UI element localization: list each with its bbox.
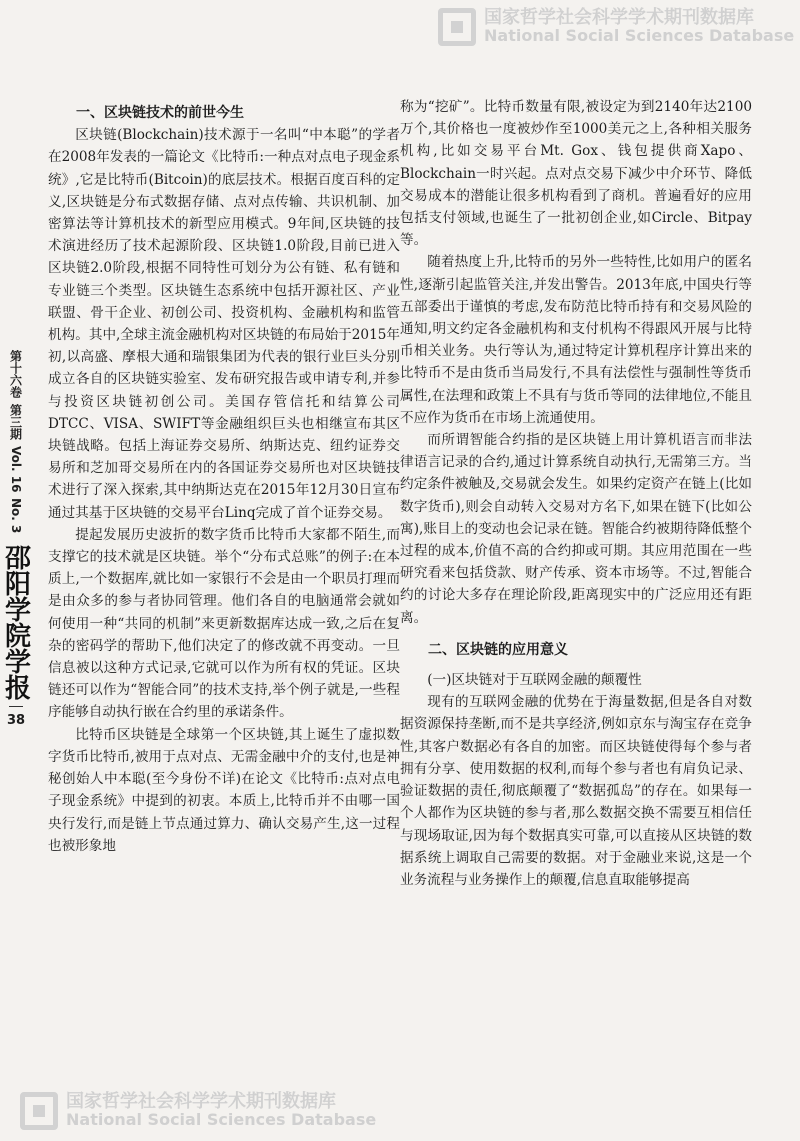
- paragraph: 提起发展历史波折的数字货币比特币大家都不陌生,而支撑它的技术就是区块链。举个“分布式总账”的例子:在本质上,一个数据库,就比如一家银行不会是由一个职员打理而是由众多的参与者协同管理。他们各自的电脑通常会就如何使用一种“共同的机制”来更新数据库达成一致,之后在复杂的密码学的帮助下,他们决定了的修改就不再变动。一旦信息被以这种方式记录,它就可以作为所有权的凭证。区块链还可以作为“智能合同”的技术支持,举个例子就是,一些程序能够自动执行嵌在合约里的承诺条件。: [48, 526, 400, 721]
- issue-en: No. 3: [9, 498, 23, 534]
- volume-en: Vol. 16: [9, 446, 23, 493]
- watermark-name-cn: 国家哲学社会科学学术期刊数据库: [484, 7, 754, 28]
- watermark-bottom: [20, 1092, 376, 1130]
- section-heading-2: 二、区块链的应用意义: [428, 641, 568, 658]
- volume-cn: 第十六卷: [8, 350, 23, 398]
- paragraph: 称为“挖矿”。比特币数量有限,被设定为到2140年达2100万个,其价格也一度被炒作至1000美元之上,各种相关服务机构,比如交易平台Mt. Gox、钱包提供商Xapo、Blockchain一时兴起。点对点交易下减少中介环节、降低交易成本的潜能让很多机构看到了商机。普遍看好的应用包括支付领域,也诞生了一批初创企业,如Circle、Bitpay等。: [400, 99, 752, 249]
- page-number: 38: [6, 712, 26, 728]
- watermark-top: [438, 8, 794, 46]
- paragraph: 随着热度上升,比特币的另外一些特性,比如用户的匿名性,逐渐引起监管关注,并发出警告。2013年底,中国央行等五部委出于谨慎的考虑,发布防范比特币持有和交易风险的通知,明文约定各金融机构和支付机构不得跟风开展与比特币相关业务。央行等认为,通过特定计算机程序计算出来的比特币不是由货币当局发行,不具有法偿性与强制性等货币属性,在法理和政策上不具有与货币等同的法律地位,不能且不应作为货币在市场上流通使用。: [400, 254, 752, 426]
- nssd-logo-icon: [438, 8, 476, 46]
- journal-title: 邵阳学院学报: [0, 543, 31, 700]
- watermark-name-cn: 国家哲学社会科学学术期刊数据库: [66, 1091, 336, 1112]
- watermark-name-en: National Social Sciences Database: [66, 1110, 377, 1129]
- journal-sidebar: [2, 350, 30, 728]
- section-heading-1: 一、区块链技术的前世今生: [76, 105, 244, 121]
- paragraph: 比特币区块链是全球第一个区块链,其上诞生了虚拟数字货币比特币,被用于点对点、无需金融中介的支付,也是神秘创始人中本聪(至今身份不详)在论文《比特币:点对点电子现金系统》中提到的初衷。本质上,比特币并不由哪一国央行发行,而是链上节点通过算力、确认交易产生,这一过程也被形象地: [48, 726, 400, 854]
- paragraph: 而所谓智能合约指的是区块链上用计算机语言而非法律语言记录的合约,通过计算系统自动执行,无需第三方。当约定条件被触及,交易就会发生。如果约定资产在链上(比如数字货币),则会自动转入交易对方名下,如果在链下(比如公寓),账目上的变动也会记录在链。智能合约被期待降低整个过程的成本,价值不高的合约抑或可期。其应用范围在一些研究看来包括贷款、财产传承、资本市场等。不过,智能合约的讨论大多存在理论阶段,距离现实中的广泛应用还有距离。: [400, 432, 752, 626]
- right-column: [400, 96, 752, 891]
- subsection-heading: (一)区块链对于互联网金融的颠覆性: [427, 672, 642, 689]
- watermark-name-en: National Social Sciences Database: [484, 26, 795, 45]
- sidebar-divider: [9, 706, 23, 707]
- left-column: [48, 102, 400, 857]
- issue-cn: 第三期: [8, 404, 23, 440]
- nssd-logo-icon: [20, 1092, 58, 1130]
- paragraph: 现有的互联网金融的优势在于海量数据,但是各自对数据资源保持垄断,而不是共享经济,例如京东与淘宝存在竞争性,其客户数据必有各自的加密。而区块链使得每个参与者拥有分享、使用数据的权利,而每个参与者也有肩负记录、验证数据的责任,彻底颠覆了“数据孤岛”的存在。如果每一个人都作为区块链的参与者,那么数据交换不需要互相信任与现场取证,因为每个数据真实可靠,可以直接从区块链的数据系统上调取自己需要的数据。对于金融业来说,这是一个业务流程与业务操作上的颠覆,信息直取能够提高: [400, 694, 752, 888]
- paragraph: 区块链(Blockchain)技术源于一名叫“中本聪”的学者在2008年发表的一篇论文《比特币:一种点对点电子现金系统》,它是比特币(Bitcoin)的底层技术。根据百度百科的定义,区块链是分布式数据存储、点对点传输、共识机制、加密算法等计算机技术的新型应用模式。9年间,区块链的技术演进经历了技术起源阶段、区块链1.0阶段,目前已进入区块链2.0阶段,根据不同特性可划分为公有链、私有链和专业链三个类型。区块链生态系统中包括开源社区、产业联盟、骨干企业、初创公司、投资机构、金融机构和监管机构。其中,全球主流金融机构对区块链的布局始于2015年初,以高盛、摩根大通和瑞银集团为代表的银行业巨头分别成立各自的区块链实验室、发布研究报告或申请专利,并参与投资区块链初创公司。美国存管信托和结算公司DTCC、VISA、SWIFT等金融组织巨头也相继宣布其区块链战略。包括上海证券交易所、纳斯达克、纽约证券交易所和芝加哥交易所在内的各国证券交易所也对区块链技术进行了深入探索,其中纳斯达克在2015年12月30日宣布通过其基于区块链的交易平台Linq完成了首个证券交易。: [48, 127, 400, 521]
